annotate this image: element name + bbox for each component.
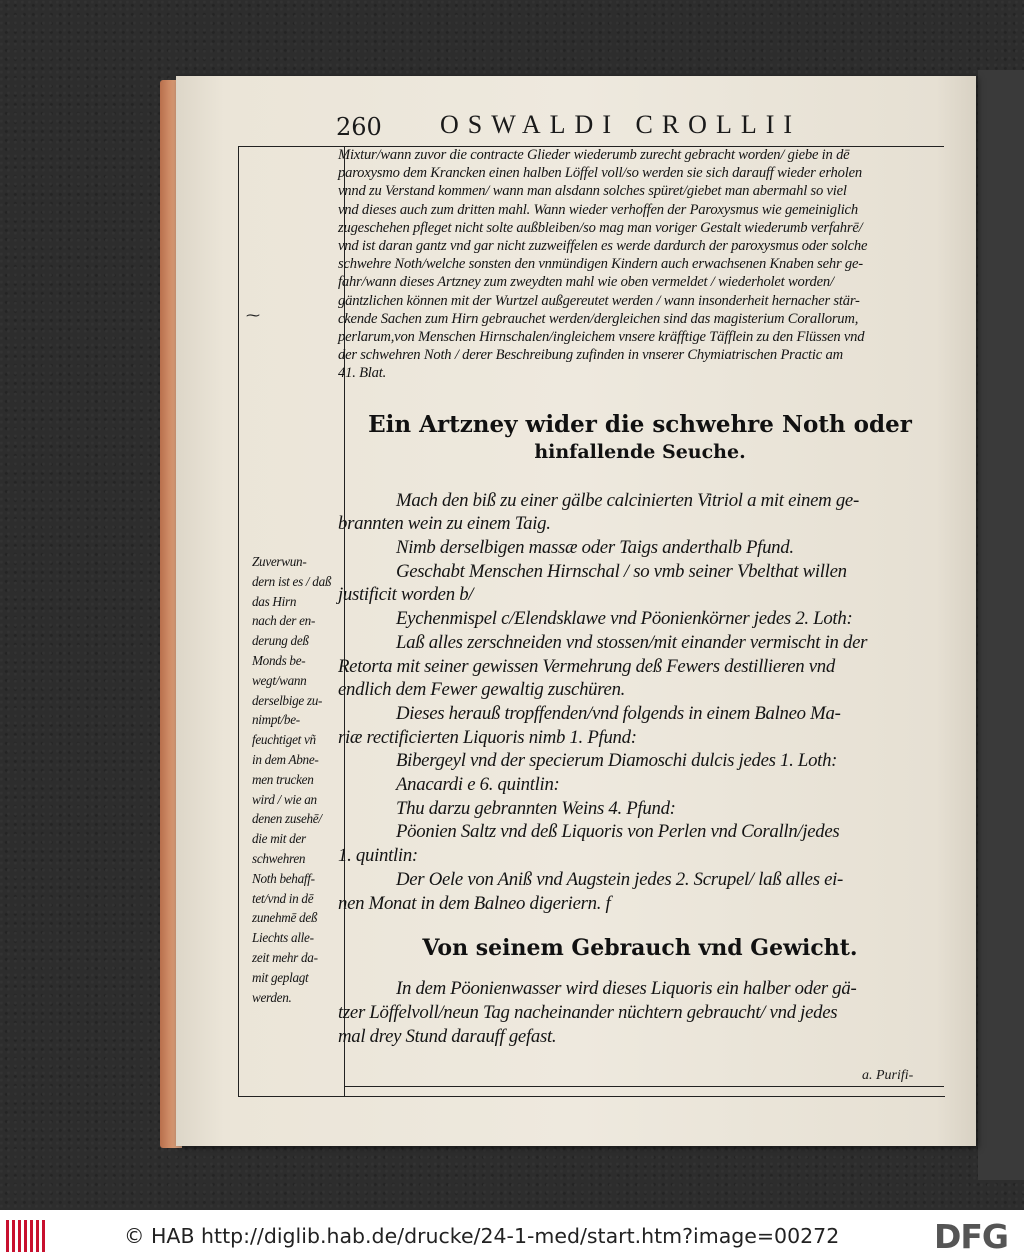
margin-note-line: Monds be-	[252, 652, 306, 668]
recipe-subheading: hinfallende Seuche.	[534, 440, 746, 463]
recipe-heading: Ein Artzney wider die schwehre Noth oder	[368, 410, 912, 438]
text-line: gäntzlichen können mit der Wurtzel außgereutet werden / wann insonderheit hernacher stär-	[338, 292, 860, 309]
text-line: tzer Löffelvoll/neun Tag nacheinander nüchtern gebraucht/ vnd jedes	[338, 1002, 838, 1024]
margin-note-line: wird / wie an	[252, 791, 317, 807]
text-line: Anacardi e 6. quintlin:	[396, 774, 560, 796]
scanner-shadow	[978, 70, 1024, 1180]
text-line: perlarum,von Menschen Hirnschalen/ingleichem vnsere kräfftige Täfflein zu den Flüssen vnd	[338, 329, 865, 346]
margin-note-line: tet/vnd in dē	[252, 890, 314, 906]
hab-logo-icon	[6, 1220, 48, 1252]
text-line: Eychenmispel c/Elendsklawe vnd Pöonienkörner jedes 2. Loth:	[396, 608, 853, 630]
footer-credit-link[interactable]: © HAB http://diglib.hab.de/drucke/24-1-med/start.htm?image=00272	[124, 1224, 840, 1248]
text-line: schwehre Noth/welche sonsten den vnmündigen Kindern auch erwachsenen Knaben sehr ge-	[338, 256, 863, 273]
text-line: paroxysmo dem Krancken einen halben Löffel voll/so werden sie sich darauff wieder erholen	[338, 165, 862, 182]
text-line: Retorta mit seiner gewissen Vermehrung deß Fewers destillieren vnd	[338, 655, 835, 677]
text-line: mal drey Stund darauff gefast.	[338, 1026, 557, 1048]
text-line: zugeschehen pfleget nicht solte außbleiben/so mag man voriger Gestalt wiederumb verfahrē/	[338, 219, 863, 236]
text-line: Geschabt Menschen Hirnschal / so vmb seiner Vbelthat willen	[396, 560, 847, 582]
text-line: Mach den biß zu einer gälbe calcinierten Vitriol a mit einem ge-	[396, 489, 859, 511]
margin-note-line: Noth behaff-	[252, 870, 315, 886]
text-line: Bibergeyl vnd der specierum Diamoschi dulcis jedes 1. Loth:	[396, 750, 838, 772]
text-line: 1. quintlin:	[338, 845, 418, 867]
text-line: vnnd zu Verstand kommen/ wann man alsdann solches spüret/giebet man abermahl so viel	[338, 183, 847, 200]
text-line: 41. Blat.	[338, 365, 387, 382]
text-line: endlich dem Fewer gewaltig zuschüren.	[338, 679, 626, 701]
margin-note-line: mit geplagt	[252, 969, 309, 985]
text-line: brannten wein zu einem Taig.	[338, 513, 551, 535]
margin-note-line: zunehmē deß	[252, 910, 318, 926]
margin-note-line: derung deß	[252, 633, 309, 649]
text-line: der schwehren Noth / derer Beschreibung zufinden in vnserer Chymiatrischen Practic am	[338, 347, 843, 364]
recipe-paragraph	[338, 489, 942, 916]
text-line: Laß alles zerschneiden vnd stossen/mit einander vermischt in der	[396, 631, 868, 653]
margin-note-line: Zuverwun-	[252, 554, 307, 569]
text-line: riæ rectificierten Liquoris nimb 1. Pfund:	[338, 726, 637, 748]
text-line: fahr/wann dieses Artzney zum zweydten mahl wie oben vermeldet / wiederholet worden/	[338, 274, 834, 291]
dfg-logo: DFG	[934, 1217, 1009, 1256]
running-head: OSWALDI CROLLII	[440, 110, 802, 139]
margin-note	[252, 552, 344, 1007]
margin-note-line: nimpt/be-	[252, 712, 300, 728]
text-line: vnd ist daran gantz vnd gar nicht zuzweiffelen es werde dardurch der paroxysmus oder solche	[338, 238, 868, 255]
margin-note-line: zeit mehr da-	[252, 949, 318, 965]
margin-note-line: das Hirn	[252, 593, 297, 609]
margin-note-line: dern ist es / daß	[252, 573, 332, 589]
margin-note-line: wegt/wann	[252, 672, 307, 688]
text-line: Thu darzu gebrannten Weins 4. Pfund:	[396, 797, 676, 819]
margin-note-line: die mit der	[252, 831, 306, 847]
text-line: Mixtur/wann zuvor die contracte Glieder wiederumb zurecht gebracht worden/ giebe in dē	[338, 147, 850, 163]
margin-note-line: men trucken	[252, 771, 314, 787]
catchword: a. Purifi-	[862, 1068, 914, 1083]
text-line: ckende Sachen zum Hirn gebrauchet werden/dergleichen sind das magisterium Corallorum,	[338, 310, 859, 327]
text-line: Nimb derselbigen massæ oder Taigs anderthalb Pfund.	[396, 537, 794, 559]
text-line: justificit worden b/	[338, 584, 474, 606]
margin-note-line: Liechts alle-	[252, 930, 314, 946]
usage-heading: Von seinem Gebrauch vnd Gewicht.	[422, 935, 858, 962]
margin-note-line: nach der en-	[252, 613, 316, 629]
margin-note-line: derselbige zu-	[252, 692, 323, 708]
text-line: Dieses herauß tropffenden/vnd folgends in einem Balneo Ma-	[396, 702, 841, 724]
margin-mark: ⁓	[246, 308, 260, 324]
usage-paragraph	[338, 977, 942, 1049]
margin-note-line: schwehren	[252, 850, 306, 866]
main-text-block	[338, 146, 942, 1049]
margin-note-line: feuchtiget vñ	[252, 732, 316, 748]
text-bottom-rule	[344, 1086, 944, 1087]
text-line: Der Oele von Aniß vnd Augstein jedes 2. Scrupel/ laß alles ei-	[396, 868, 844, 890]
text-line: vnd dieses auch zum dritten mahl. Wann wieder verhoffen der Paroxysmus wie gemeiniglich	[338, 201, 858, 218]
margin-note-line: werden.	[252, 989, 292, 1005]
page-number: 260	[336, 113, 382, 141]
intro-paragraph	[338, 146, 942, 383]
margin-note-line: in dem Abne-	[252, 751, 319, 767]
text-line: In dem Pöonienwasser wird dieses Liquoris ein halber oder gä-	[396, 978, 857, 1000]
margin-note-line: denen zusehē/	[252, 811, 322, 827]
text-line: Pöonien Saltz vnd deß Liquoris von Perlen vnd Coralln/jedes	[396, 821, 840, 843]
text-line: nen Monat in dem Balneo digeriern. f	[338, 892, 611, 914]
